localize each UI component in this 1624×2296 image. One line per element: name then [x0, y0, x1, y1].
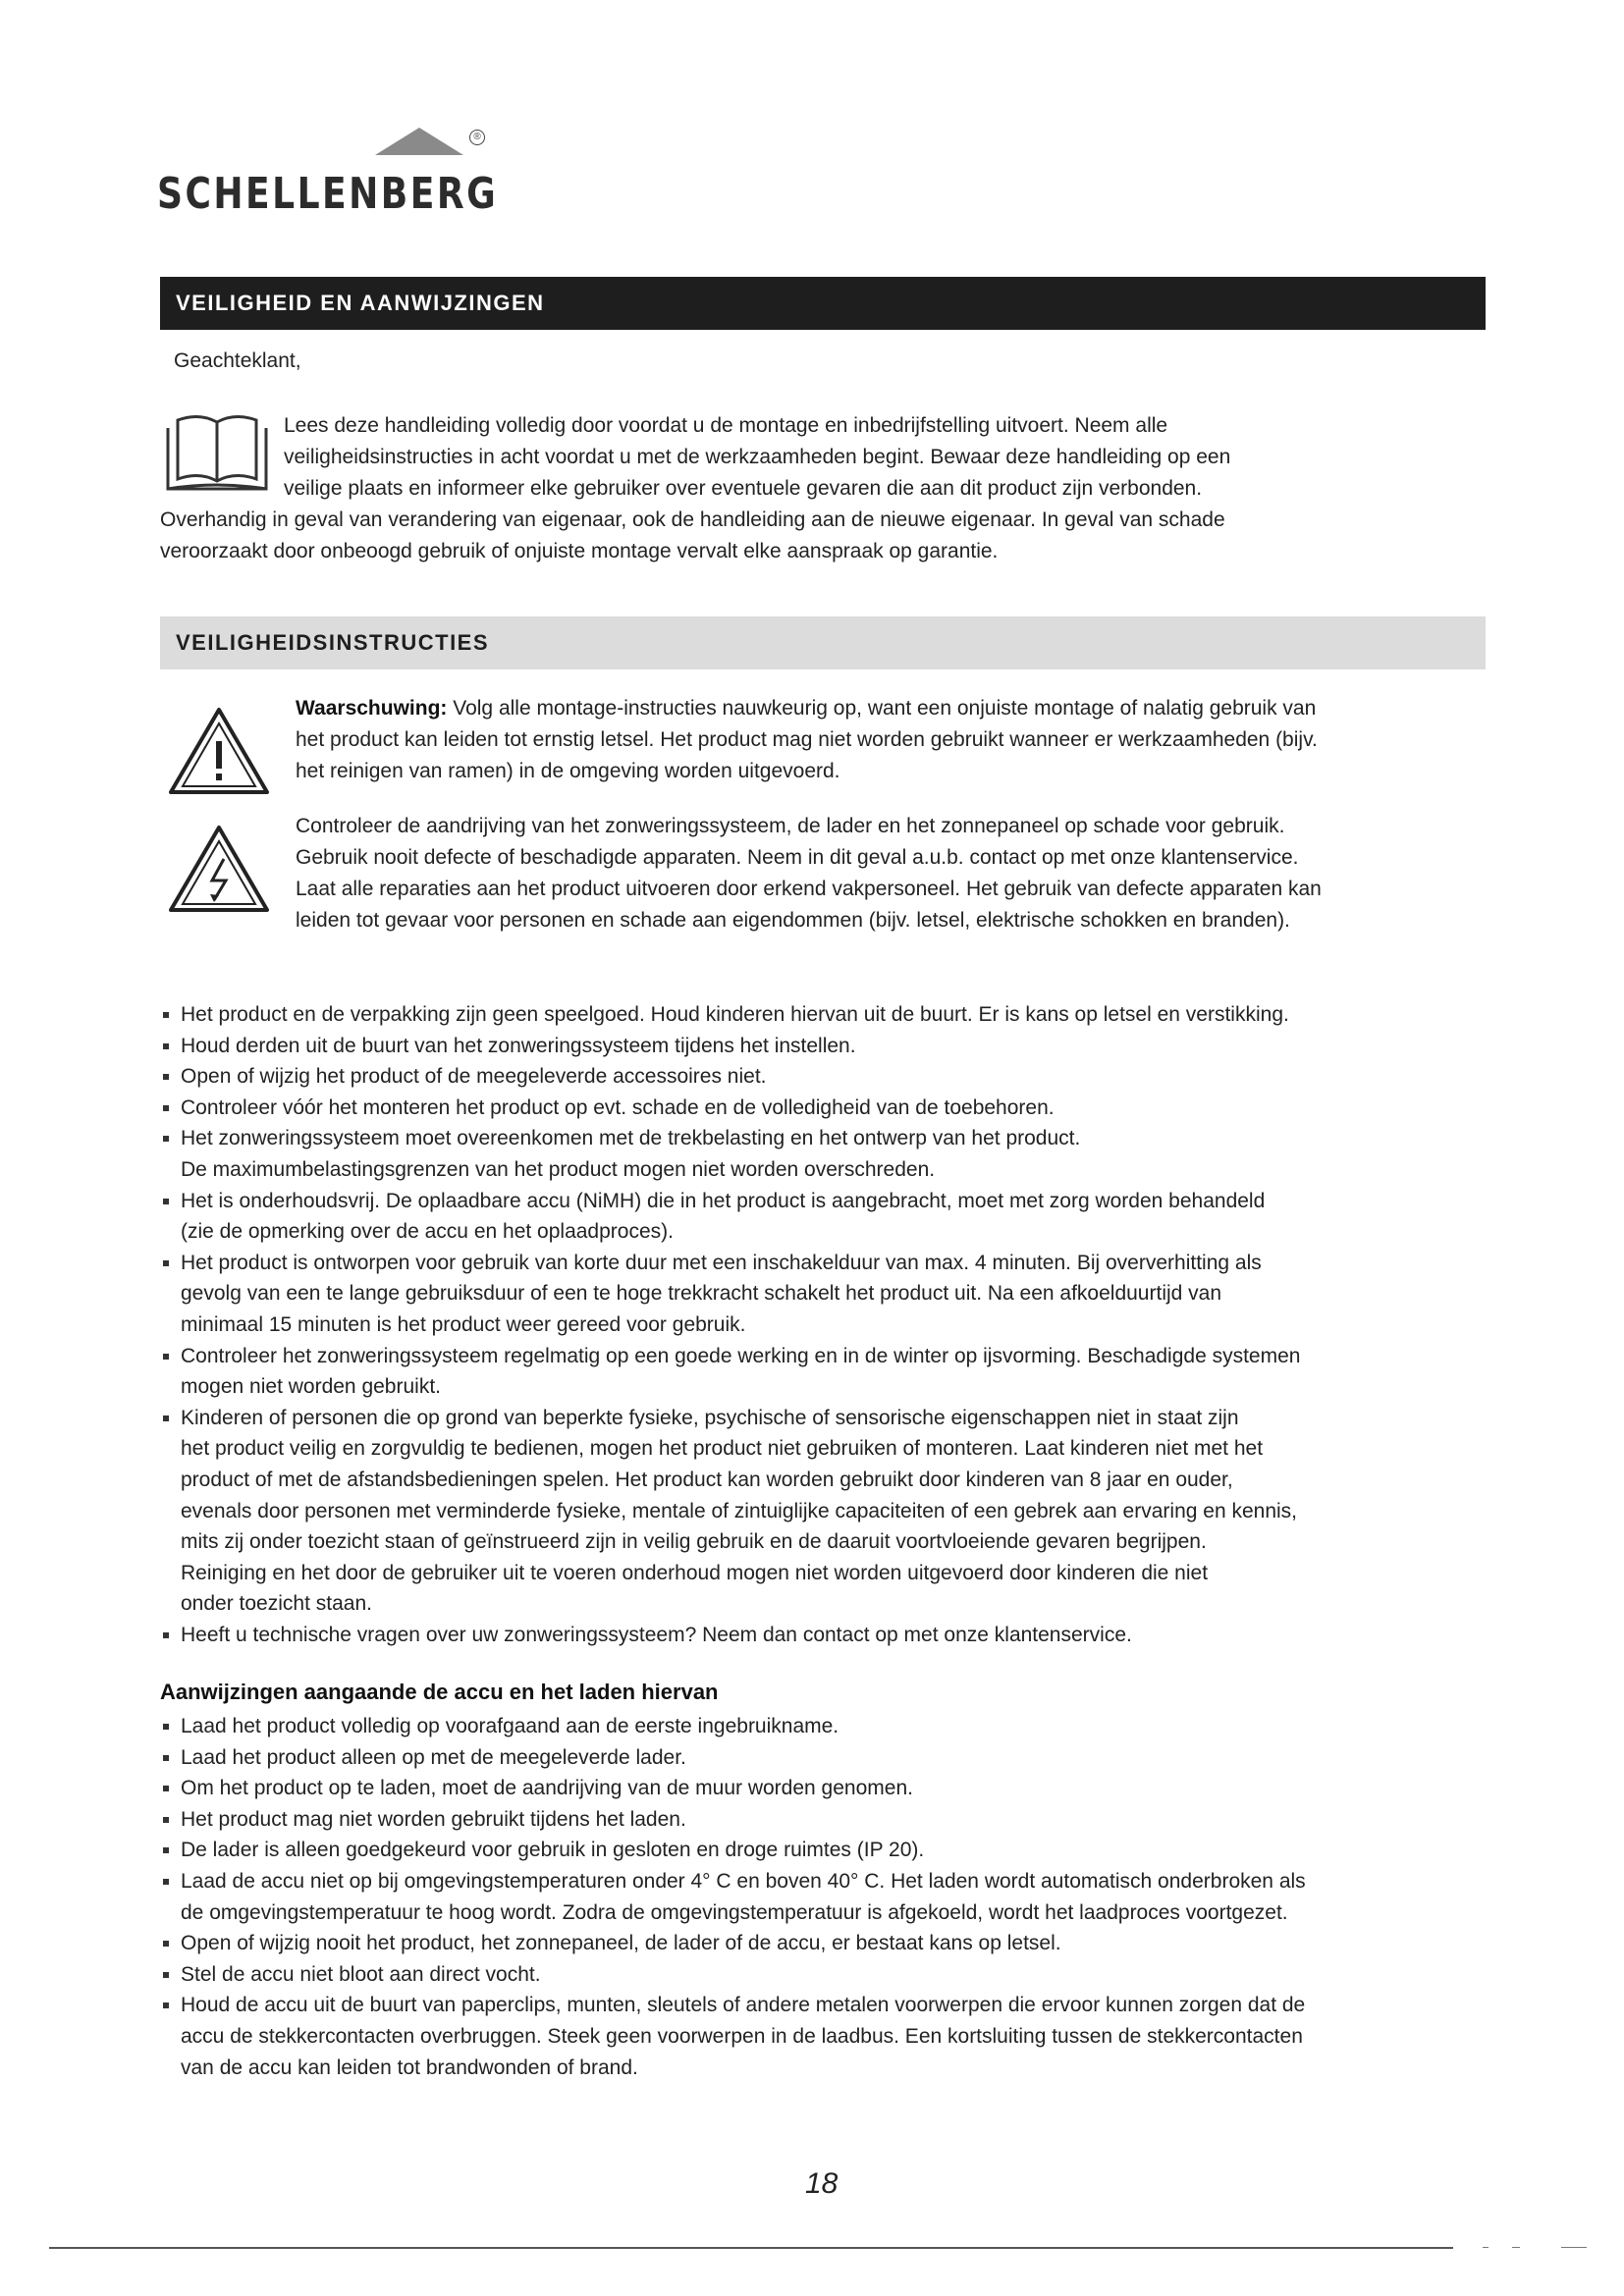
- warning-paragraph: [296, 693, 1493, 787]
- greeting: Geachteklant,: [174, 349, 301, 372]
- footer-divider: [1561, 2247, 1587, 2248]
- warning-line: het product kan leiden tot ernstig letsel. Het product mag niet worden gebruikt wanneer er werkzaamheden (bijv.: [296, 728, 1318, 751]
- list-item: Het product en de verpakking zijn geen speelgoed. Houd kinderen hiervan uit de buurt. Er is kans op letsel en verstikking.: [159, 999, 1504, 1031]
- brand-logo: [157, 126, 499, 224]
- list-item: Laad de accu niet op bij omgevingstemperaturen onder 4° C en boven 40° C. Het laden wordt automatisch onderbroken als de omgevingstemperatuur te hoog wordt. Zodra de omgevingstemperatuur is afgekoeld, wordt het laadproces voortgezet.: [159, 1866, 1504, 1928]
- warning-label: Waarschuwing:: [296, 697, 448, 720]
- footer-divider: [1512, 2247, 1520, 2248]
- footer-divider: [49, 2247, 1453, 2249]
- list-item: Kinderen of personen die op grond van beperkte fysieke, psychische of sensorische eigenschappen niet in staat zijn het product veilig en zorgvuldig te bedienen, mogen het product niet gebruiken of monteren. Laat kinderen niet met het product of met de afstandsbedieningen spelen. Het product kan worden gebruikt door kinderen van 8 jaar en ouder, evenals door personen met verminderde fysieke, mentale of zintuiglijke capaciteiten of een gebrek aan ervaring en kennis, mits zij onder toezicht staan of geïnstrueerd zijn in veilig gebruik en de daaruit voortvloeiende gevaren begrijpen. Reiniging en het door de gebruiker uit te voeren onderhoud mogen niet worden uitgevoerd door kinderen die niet onder toezicht staan.: [159, 1403, 1504, 1620]
- brand-name: SCHELLENBERG: [157, 169, 499, 219]
- battery-bullet-list: [159, 1711, 1504, 2083]
- list-item: Het product mag niet worden gebruikt tijdens het laden.: [159, 1804, 1504, 1836]
- list-item: Het zonweringssysteem moet overeenkomen met de trekbelasting en het ontwerp van het product. De maximumbelastingsgrenzen van het product mogen niet worden overschreden.: [159, 1123, 1504, 1185]
- list-item: De lader is alleen goedgekeurd voor gebruik in gesloten en droge ruimtes (IP 20).: [159, 1835, 1504, 1866]
- list-item: Het product is ontworpen voor gebruik van korte duur met een inschakelduur van max. 4 minuten. Bij oververhitting als gevolg van een te lange gebruiksduur of een te hoge trekkracht schakelt het product uit. Na een afkoelduurtijd van minimaal 15 minuten is het product weer gereed voor gebruik.: [159, 1248, 1504, 1341]
- list-item: Laad het product alleen op met de meegeleverde lader.: [159, 1742, 1504, 1774]
- intro-line: veroorzaakt door onbeoogd gebruik of onjuiste montage vervalt elke aanspraak op garantie.: [160, 540, 999, 562]
- page-number: 18: [805, 2167, 839, 2200]
- section-heading-safety: VEILIGHEID EN AANWIJZINGEN: [160, 277, 1486, 330]
- electrical-line: Gebruik nooit defecte of beschadigde apparaten. Neem in dit geval a.u.b. contact op met onze klantenservice.: [296, 846, 1299, 869]
- warning-line: [296, 693, 1493, 724]
- electrical-line: Controleer de aandrijving van het zonweringssysteem, de lader en het zonnepaneel op schade voor gebruik.: [296, 815, 1285, 837]
- electrical-paragraph: [296, 811, 1493, 936]
- list-item: Het is onderhoudsvrij. De oplaadbare accu (NiMH) die in het product is aangebracht, moet met zorg worden behandeld (zie de opmerking over de accu en het oplaadproces).: [159, 1186, 1504, 1248]
- intro-line: veilige plaats en informeer elke gebruiker over eventuele gevaren die aan dit product zijn verbonden.: [284, 477, 1203, 500]
- roof-triangle-icon: [375, 126, 463, 155]
- list-item: Controleer vóór het monteren het product op evt. schade en de volledigheid van de toebehoren.: [159, 1093, 1504, 1124]
- intro-line: Lees deze handleiding volledig door voordat u de montage en inbedrijfstelling uitvoert. Neem alle: [284, 414, 1168, 437]
- intro-paragraph: [160, 410, 1495, 567]
- warning-line-text: Volg alle montage-instructies nauwkeurig op, want een onjuiste montage of nalatig gebruik van: [447, 697, 1317, 720]
- list-item: Laad het product volledig op voorafgaand aan de eerste ingebruikname.: [159, 1711, 1504, 1742]
- registered-mark: ®: [469, 130, 485, 145]
- safety-bullet-list: [159, 999, 1504, 1650]
- list-item: Open of wijzig het product of de meegeleverde accessoires niet.: [159, 1061, 1504, 1093]
- list-item: Stel de accu niet bloot aan direct vocht.: [159, 1959, 1504, 1991]
- warning-triangle-icon: [165, 702, 273, 800]
- list-item: Houd de accu uit de buurt van paperclips, munten, sleutels of andere metalen voorwerpen die ervoor kunnen zorgen dat de accu de stekkercontacten overbruggen. Steek geen voorwerpen in de laadbus. Een kortsluiting tussen de stekkercontacten van de accu kan leiden tot brandwonden of brand.: [159, 1990, 1504, 2083]
- intro-line: veiligheidsinstructies in acht voordat u met de werkzaamheden begint. Bewaar deze handleiding op een: [284, 446, 1231, 468]
- list-item: Houd derden uit de buurt van het zonweringssysteem tijdens het instellen.: [159, 1031, 1504, 1062]
- electrical-hazard-icon: [165, 820, 273, 918]
- warning-line: het reinigen van ramen) in de omgeving worden uitgevoerd.: [296, 760, 840, 782]
- intro-line: Overhandig in geval van verandering van eigenaar, ook de handleiding aan de nieuwe eigenaar. In geval van schade: [160, 508, 1225, 531]
- electrical-line: leiden tot gevaar voor personen en schade aan eigendommen (bijv. letsel, elektrische schokken en branden).: [296, 909, 1290, 932]
- list-item: Om het product op te laden, moet de aandrijving van de muur worden genomen.: [159, 1773, 1504, 1804]
- battery-heading: Aanwijzingen aangaande de accu en het laden hiervan: [160, 1680, 719, 1704]
- list-item: Heeft u technische vragen over uw zonweringssysteem? Neem dan contact op met onze klantenservice.: [159, 1620, 1504, 1651]
- footer-divider: [1483, 2247, 1489, 2248]
- electrical-line: Laat alle reparaties aan het product uitvoeren door erkend vakpersoneel. Het gebruik van defecte apparaten kan: [296, 878, 1322, 900]
- list-item: Controleer het zonweringssysteem regelmatig op een goede werking en in de winter op ijsvorming. Beschadigde systemen mogen niet worden gebruikt.: [159, 1341, 1504, 1403]
- list-item: Open of wijzig nooit het product, het zonnepaneel, de lader of de accu, er bestaat kans op letsel.: [159, 1928, 1504, 1959]
- section-heading-instructions: VEILIGHEIDSINSTRUCTIES: [160, 616, 1486, 669]
